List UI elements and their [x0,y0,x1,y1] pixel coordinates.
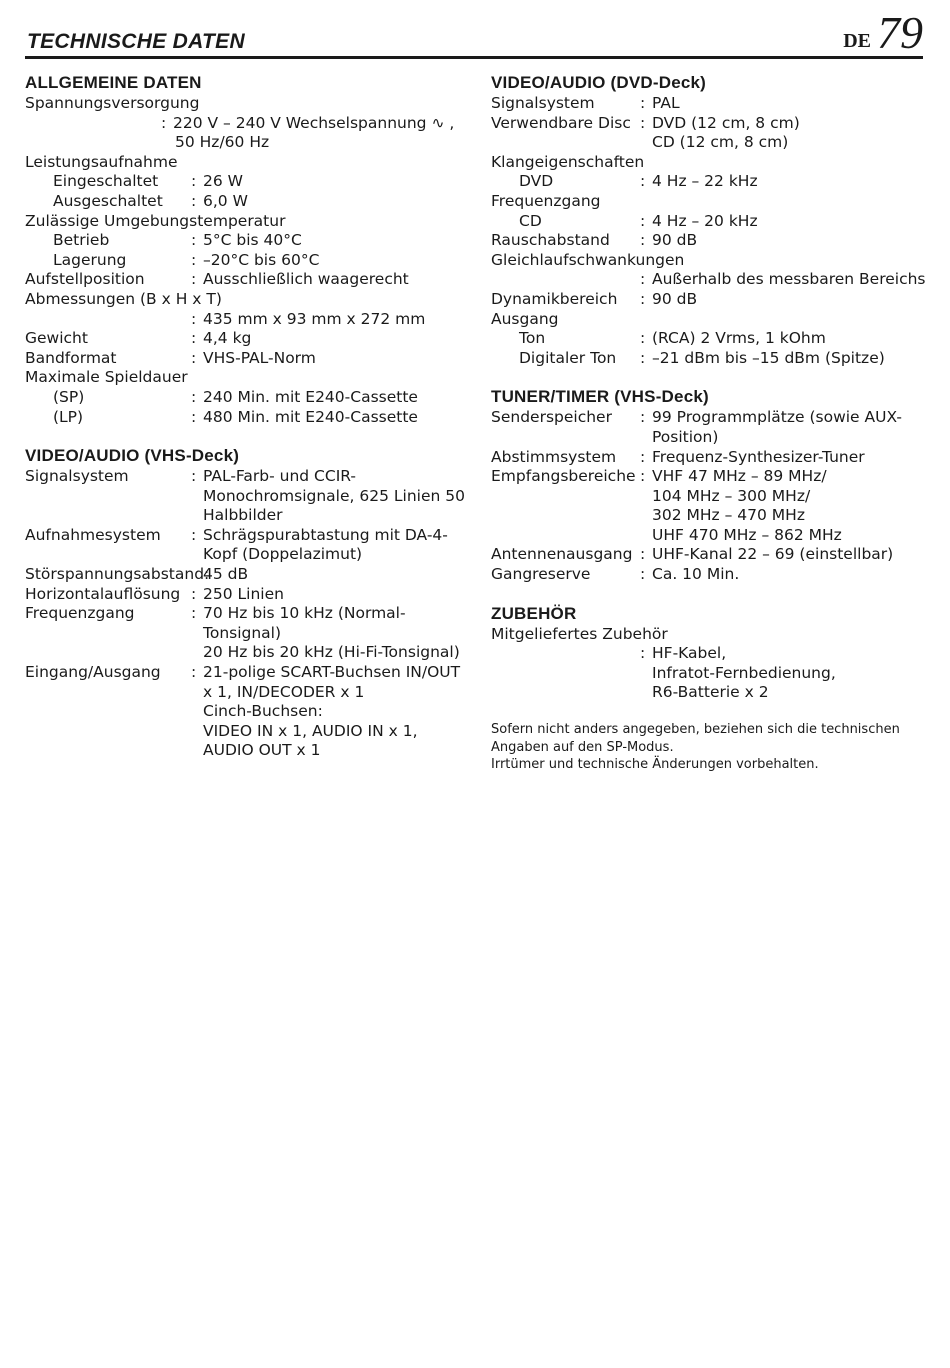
spec-value: UHF-Kanal 22 – 69 (einstellbar) [652,545,894,564]
spec-label: Lagerung [53,250,127,269]
spec-value: 4 Hz – 22 kHz [652,172,758,191]
page-title: TECHNISCHE DATEN [27,30,245,53]
spec-label: Gewicht [25,329,88,348]
spec-label: Maximale Spieldauer [25,368,188,387]
spec-label: Aufnahmesystem [25,525,161,544]
section-heading: VIDEO/AUDIO (DVD-Deck) [491,73,707,92]
spec-value: 45 dB [203,565,249,584]
spec-label: Mitgeliefertes Zubehör [491,624,668,643]
spec-value: 435 mm x 93 mm x 272 mm [203,309,426,328]
spec-label: Senderspeicher [491,408,612,427]
spec-label: Leistungsaufnahme [25,152,178,171]
spec-label: Digitaler Ton [519,348,617,367]
spec-label: Dynamikbereich [491,289,618,308]
spec-label: Zulässige Umgebungstemperatur [25,211,286,230]
spec-row: Frequenzgang : 70 Hz bis 10 kHz (Normal-Tonsignal) 20 Hz bis 20 kHz (Hi-Fi-Tonsignal) [25,604,465,663]
spec-value: UHF 470 MHz – 862 MHz [652,525,842,544]
spec-label: Rauschabstand [491,231,610,250]
spec-row: Senderspeicher : 99 Programmplätze (sowie AUX-Position) [491,408,931,447]
footnote [491,721,931,774]
footnote-line: Sofern nicht anders angegeben, beziehen sich die technischen [491,722,900,738]
spec-value: 220 V – 240 V Wechselspannung ∿ , [173,113,455,132]
spec-label: Gleichlaufschwankungen [491,250,685,269]
spec-label: Ausgeschaltet [53,191,163,210]
spec-value: –21 dBm bis –15 dBm (Spitze) [652,348,885,367]
spec-value: Frequenz-Synthesizer-Tuner [652,447,865,466]
spec-row: CD : 4 Hz – 20 kHz [491,212,931,232]
spec-row: Abstimmsystem : Frequenz-Synthesizer-Tuner [491,448,931,468]
spec-value: R6-Batterie x 2 [652,683,769,702]
spec-row: : 435 mm x 93 mm x 272 mm [25,310,465,330]
spec-value: Infratot-Fernbedienung, [652,663,836,682]
language-code: DE [843,30,871,52]
section-tuner-timer [491,386,931,584]
spec-row: (LP) : 480 Min. mit E240-Cassette [25,408,465,428]
spec-row: Dynamikbereich : 90 dB [491,290,931,310]
spec-value: VIDEO IN x 1, AUDIO IN x 1, AUDIO OUT x 1 [203,721,418,760]
spec-value: 20 Hz bis 20 kHz (Hi-Fi-Tonsignal) [203,643,460,662]
spec-row: Ausgeschaltet : 6,0 W [25,192,465,212]
spec-label: Eingang/Ausgang [25,663,161,682]
spec-value: 26 W [203,172,243,191]
spec-row: Digitaler Ton : –21 dBm bis –15 dBm (Spitze) [491,349,931,369]
spec-value: 104 MHz – 300 MHz/ [652,486,811,505]
spec-value: VHS-PAL-Norm [203,348,316,367]
spec-label: (LP) [53,407,84,426]
section-zubehoer [491,603,931,703]
spec-value: 6,0 W [203,191,248,210]
section-heading: ZUBEHÖR [491,603,577,623]
spec-label: Signalsystem [25,467,129,486]
spec-value: Ausschließlich waagerecht [203,270,409,289]
spec-label: Betrieb [53,231,110,250]
spec-row: : HF-Kabel, Infratot-Fernbedienung, R6-Batterie x 2 [491,644,931,703]
spec-value: 250 Linien [203,584,284,603]
spec-row: Aufnahmesystem : Schrägspurabtastung mit DA-4-Kopf (Doppelazimut) [25,526,465,565]
spec-label: Spannungsversorgung [25,94,200,112]
spec-row: DVD : 4 Hz – 22 kHz [491,172,931,192]
spec-label: Verwendbare Disc [491,113,631,132]
spec-label: Antennenausgang [491,545,633,564]
spec-label: Klangeigenschaften [491,152,645,171]
spec-value: Cinch-Buchsen: [203,702,323,721]
spec-value: 302 MHz – 470 MHz [652,506,805,525]
spec-label: Störspannungsabstand: [25,565,210,584]
section-allgemeine-daten [25,72,465,427]
spec-value: Ca. 10 Min. [652,565,740,584]
spec-row: Antennenausgang : UHF-Kanal 22 – 69 (einstellbar) [491,545,931,565]
footnote-line: Irrtümer und technische Änderungen vorbehalten. [491,757,819,773]
spec-value: 5°C bis 40°C [203,231,302,250]
spec-value: 4 Hz – 20 kHz [652,211,758,230]
spec-value: CD (12 cm, 8 cm) [652,133,789,152]
left-column [25,72,465,779]
spec-label: Ton [519,329,546,348]
spec-row: Gangreserve : Ca. 10 Min. [491,565,931,585]
spec-label: CD [519,211,542,230]
section-video-audio-vhs [25,445,465,761]
spec-value: Außerhalb des messbaren Bereichs [652,270,926,289]
spec-value: PAL-Farb- und CCIR-Monochromsignale, 625 Linien 50 Halbbilder [203,467,465,525]
spec-label: Bandformat [25,348,117,367]
spec-value: 70 Hz bis 10 kHz (Normal-Tonsignal) [203,604,406,642]
right-column [491,72,931,774]
spec-value: 480 Min. mit E240-Cassette [203,407,418,426]
spec-row: Horizontalauflösung : 250 Linien [25,585,465,605]
spec-row: (SP) : 240 Min. mit E240-Cassette [25,388,465,408]
spec-row: Bandformat : VHS-PAL-Norm [25,349,465,369]
spec-label: Empfangsbereiche [491,467,636,486]
spec-value: 90 dB [652,231,698,250]
spec-row: Verwendbare Disc : DVD (12 cm, 8 cm) CD (12 cm, 8 cm) [491,114,931,153]
spec-label: Eingeschaltet [53,172,159,191]
spec-label: Ausgang [491,309,559,328]
spec-value: 99 Programmplätze (sowie AUX-Position) [652,408,902,446]
spec-label: Horizontalauflösung [25,584,181,603]
spec-row: : Außerhalb des messbaren Bereichs [491,270,931,290]
spec-row: : 220 V – 240 V Wechselspannung ∿ , [25,114,465,134]
spec-value: VHF 47 MHz – 89 MHz/ [652,467,827,486]
spec-row: Signalsystem : PAL [491,94,931,114]
spec-row: Eingeschaltet : 26 W [25,172,465,192]
spec-label: Gangreserve [491,565,591,584]
spec-label: Signalsystem [491,94,595,112]
section-heading: TUNER/TIMER (VHS-Deck) [491,387,709,407]
spec-value: Schrägspurabtastung mit DA-4-Kopf (Doppelazimut) [203,525,448,564]
spec-row: Empfangsbereiche : VHF 47 MHz – 89 MHz/ 104 MHz – 300 MHz/ 302 MHz – 470 MHz UHF 470 MHz – 862 MHz [491,467,931,545]
section-heading: VIDEO/AUDIO (VHS-Deck) [25,446,240,466]
spec-value: PAL [652,94,680,112]
section-heading: ALLGEMEINE DATEN [25,73,202,92]
page-number: 79 [877,7,923,58]
footnote-line: Angaben auf den SP-Modus. [491,739,674,755]
spec-label: DVD [519,172,554,191]
spec-value: 21-polige SCART-Buchsen IN/OUT x 1, IN/DECODER x 1 [203,663,461,701]
spec-label: Abstimmsystem [491,447,617,466]
spec-row: Lagerung : –20°C bis 60°C [25,251,465,271]
spec-row: Aufstellposition : Ausschließlich waagerecht [25,270,465,290]
spec-value: 4,4 kg [203,329,252,348]
spec-value: 50 Hz/60 Hz [175,133,270,152]
spec-value: (RCA) 2 Vrms, 1 kOhm [652,329,826,348]
spec-row [25,565,465,585]
spec-value: 90 dB [652,289,698,308]
spec-value: DVD (12 cm, 8 cm) [652,113,800,132]
spec-row: Signalsystem : PAL-Farb- und CCIR-Monochromsignale, 625 Linien 50 Halbbilder [25,467,465,525]
spec-row: Gewicht : 4,4 kg [25,329,465,349]
spec-value: 240 Min. mit E240-Cassette [203,387,418,406]
page-header [25,7,923,59]
spec-label: Abmessungen (B x H x T) [25,289,222,308]
spec-value: –20°C bis 60°C [203,250,320,269]
spec-row: Rauschabstand : 90 dB [491,231,931,251]
spec-label: Frequenzgang [25,604,135,623]
spec-row: Ton : (RCA) 2 Vrms, 1 kOhm [491,329,931,349]
spec-row: Betrieb : 5°C bis 40°C [25,231,465,251]
spec-label: (SP) [53,387,85,406]
spec-row: Eingang/Ausgang : 21-polige SCART-Buchsen IN/OUT x 1, IN/DECODER x 1 Cinch-Buchsen: VIDEO IN x 1, AUDIO IN x 1, AUDIO OUT x 1 [25,663,465,761]
spec-label: Aufstellposition [25,270,145,289]
section-video-audio-dvd [491,72,931,368]
spec-label: Frequenzgang [491,191,601,210]
spec-value: HF-Kabel, [652,644,727,663]
